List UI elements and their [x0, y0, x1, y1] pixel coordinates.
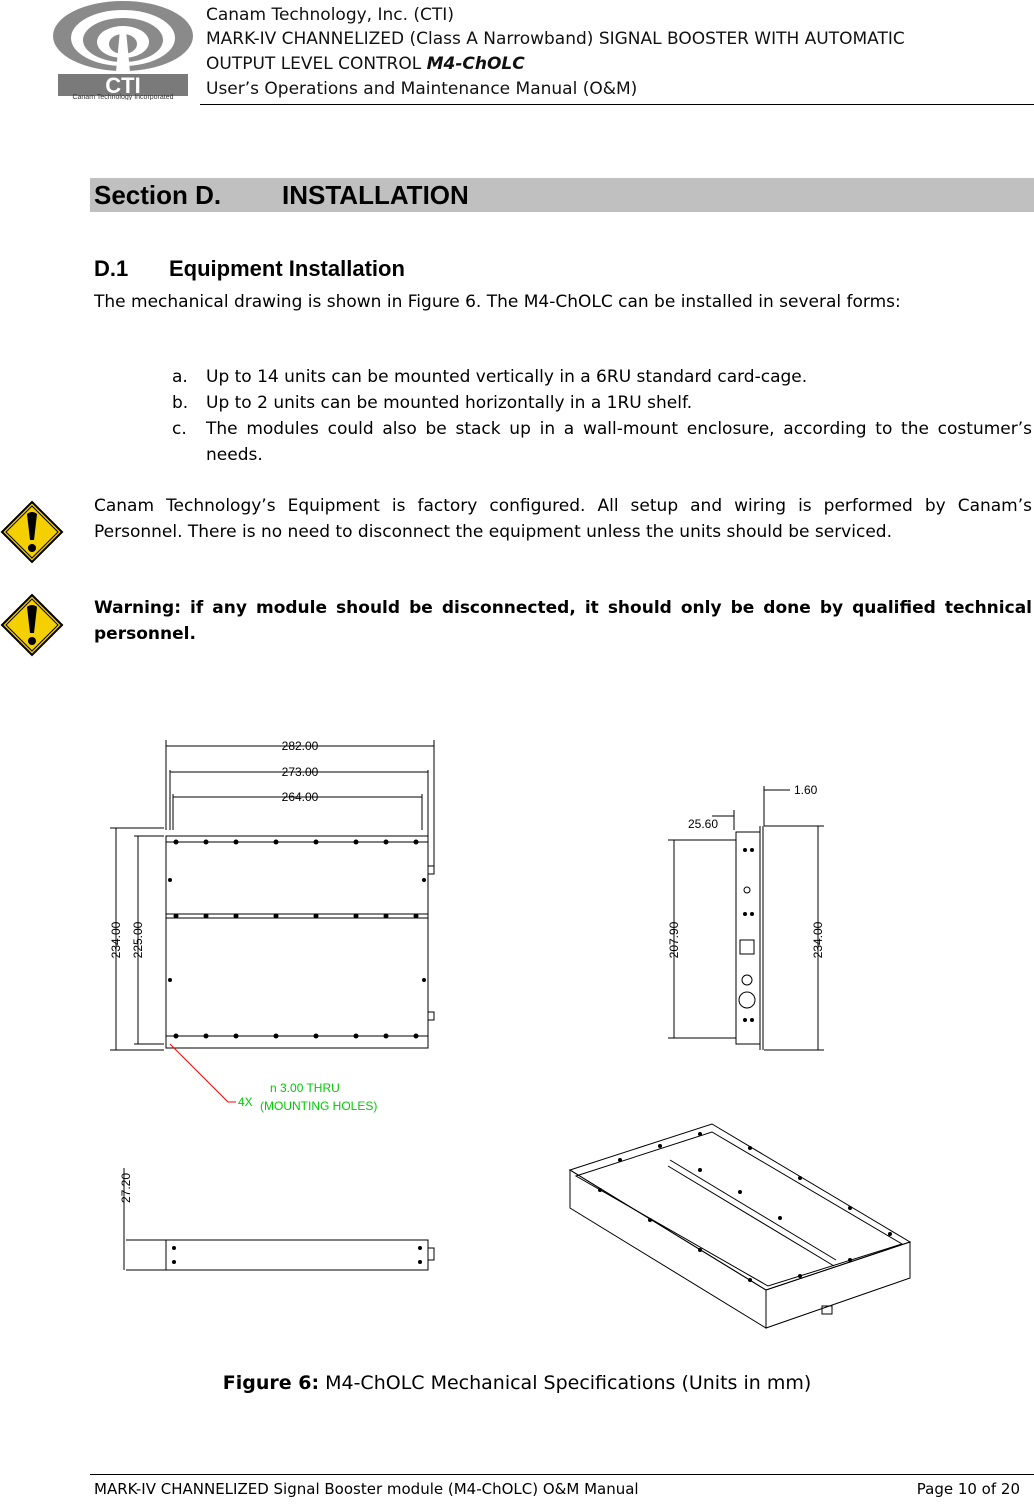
figure-caption — [0, 1372, 1034, 1394]
footer-rule — [90, 1474, 1034, 1475]
dim-282: 282.00 — [281, 739, 319, 753]
dim-flange: 1.60 — [794, 783, 818, 797]
section-title: INSTALLATION — [282, 180, 469, 210]
list-marker-a: a. — [172, 367, 188, 387]
warning-paragraph: Warning: if any module should be disconnected, it should only be done by qualified technical personnel. — [94, 598, 1032, 644]
holes-label: (MOUNTING HOLES) — [260, 1099, 378, 1113]
dim-inner-height: 207.90 — [667, 921, 681, 959]
list-item-b: Up to 2 units can be mounted horizontally in a 1RU shelf. — [206, 393, 693, 413]
header-line2: MARK-IV CHANNELIZED (Class A Narrowband) SIGNAL BOOSTER WITH AUTOMATIC — [206, 29, 905, 49]
cti-logo — [50, 0, 196, 100]
holes-spec: n 3.00 THRU — [270, 1081, 340, 1095]
list-marker-c: c. — [172, 419, 187, 439]
logo-tagline: Canam Technology Incorporated — [72, 94, 174, 100]
header-line3 — [206, 53, 525, 76]
list-item-a: Up to 14 units can be mounted vertically in a 6RU standard card-cage. — [206, 367, 808, 387]
header-company: Canam Technology, Inc. (CTI) — [206, 5, 454, 25]
header-product-code: M4-ChOLC — [426, 54, 525, 74]
dim-273: 273.00 — [281, 765, 319, 779]
holes-count: 4X — [238, 1095, 253, 1109]
mechanical-drawing — [100, 730, 940, 1340]
section-number: Section D. — [94, 180, 222, 210]
header-line4: User’s Operations and Maintenance Manual (O&M) — [206, 79, 638, 99]
dim-width: 25.60 — [688, 817, 719, 831]
dim-thickness: 27.20 — [119, 1172, 133, 1204]
warning-exclamation-icon — [0, 500, 64, 564]
intro-paragraph: The mechanical drawing is shown in Figure 6. The M4-ChOLC can be installed in several forms: — [94, 292, 901, 312]
section-banner — [90, 178, 1034, 212]
dim-side-height: 234.00 — [811, 921, 825, 959]
footer-title: MARK-IV CHANNELIZED Signal Booster module (M4-ChOLC) O&M Manual — [94, 1480, 639, 1498]
list-item-c: The modules could also be stack up in a wall-mount enclosure, according to the costumer’s needs. — [206, 419, 1032, 465]
dim-225: 225.00 — [131, 921, 145, 959]
header-line3-prefix: OUTPUT LEVEL CONTROL — [206, 54, 427, 74]
list-marker-b: b. — [172, 393, 189, 413]
subsection-number: D.1 — [94, 256, 129, 281]
logo-text: CTI — [105, 73, 141, 98]
header-rule — [200, 104, 1034, 105]
dim-234: 234.00 — [109, 921, 123, 959]
caption-label: Figure 6: — [222, 1372, 320, 1394]
dim-264: 264.00 — [281, 790, 319, 804]
page-number: Page 10 of 20 — [916, 1480, 1020, 1498]
note-paragraph: Canam Technology’s Equipment is factory configured. All setup and wiring is performed by Canam’s Personnel. There is no need to disconnect the equipment unless the units should be serviced. — [94, 496, 1032, 542]
warning-exclamation-icon — [0, 593, 64, 657]
caption-text: M4-ChOLC Mechanical Specifications (Units in mm) — [319, 1372, 812, 1394]
subsection-title: Equipment Installation — [169, 256, 405, 281]
